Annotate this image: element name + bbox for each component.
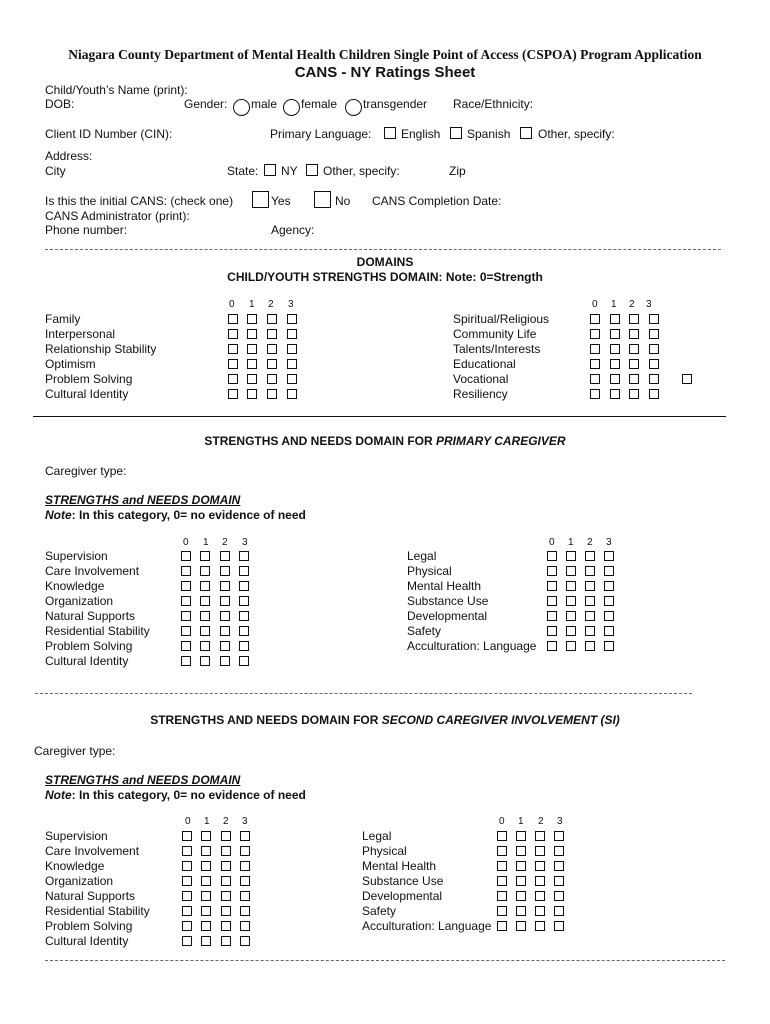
second-left-rating-checkbox[interactable] bbox=[240, 876, 250, 886]
strengths-left-rating-checkbox[interactable] bbox=[228, 389, 238, 399]
second-right-item-label: Mental Health bbox=[362, 859, 437, 873]
primary-left-rating-checkbox[interactable] bbox=[220, 611, 230, 621]
strengths-right-rating-checkbox[interactable] bbox=[610, 329, 620, 339]
second-right-rating-checkbox[interactable] bbox=[535, 831, 545, 841]
primary-right-rating-checkbox[interactable] bbox=[566, 566, 576, 576]
gender-male-radio[interactable] bbox=[233, 99, 250, 116]
second-right-rating-checkbox[interactable] bbox=[497, 906, 507, 916]
primary-right-rating-checkbox[interactable] bbox=[585, 641, 595, 651]
second-right-rating-checkbox[interactable] bbox=[516, 906, 526, 916]
strengths-right-item-label: Resiliency bbox=[453, 387, 508, 401]
second-right-rating-checkbox[interactable] bbox=[535, 846, 545, 856]
zip-label: Zip bbox=[449, 164, 466, 178]
second-note-rest: : In this category, 0= no evidence of need bbox=[71, 788, 306, 802]
second-right-rating-checkbox[interactable] bbox=[497, 831, 507, 841]
strengths-left-rating-checkbox[interactable] bbox=[228, 359, 238, 369]
strengths-left-rating-checkbox[interactable] bbox=[247, 329, 257, 339]
second-right-rating-checkbox[interactable] bbox=[516, 831, 526, 841]
strengths-right-rating-checkbox[interactable] bbox=[629, 344, 639, 354]
second-left-item-label: Problem Solving bbox=[45, 919, 133, 933]
strengths-left-item-label: Cultural Identity bbox=[45, 387, 129, 401]
strengths-right-item-label: Talents/Interests bbox=[453, 342, 541, 356]
primary-left-rating-checkbox[interactable] bbox=[181, 611, 191, 621]
second-left-rating-checkbox[interactable] bbox=[201, 846, 211, 856]
second-right-rating-checkbox[interactable] bbox=[516, 891, 526, 901]
primary-left-rating-checkbox[interactable] bbox=[181, 551, 191, 561]
primary-left-rating-checkbox[interactable] bbox=[239, 611, 249, 621]
primary-left-scale-label: 1 bbox=[203, 537, 209, 548]
second-right-rating-checkbox[interactable] bbox=[535, 861, 545, 871]
strengths-left-rating-checkbox[interactable] bbox=[267, 314, 277, 324]
primary-title-italic: PRIMARY CAREGIVER bbox=[435, 434, 566, 448]
strengths-left-rating-checkbox[interactable] bbox=[287, 359, 297, 369]
second-left-item-label: Organization bbox=[45, 874, 114, 888]
primary-right-rating-checkbox[interactable] bbox=[585, 551, 595, 561]
strengths-left-rating-checkbox[interactable] bbox=[247, 314, 257, 324]
primary-left-item-label: Residential Stability bbox=[45, 624, 150, 638]
primary-language-label: Primary Language: bbox=[270, 127, 372, 141]
second-right-rating-checkbox[interactable] bbox=[535, 891, 545, 901]
primary-left-rating-checkbox[interactable] bbox=[220, 551, 230, 561]
second-right-scale-label: 0 bbox=[499, 816, 505, 827]
primary-left-item-label: Cultural Identity bbox=[45, 654, 129, 668]
state-ny-checkbox[interactable] bbox=[264, 164, 276, 176]
primary-left-rating-checkbox[interactable] bbox=[181, 581, 191, 591]
strengths-right-rating-checkbox[interactable] bbox=[610, 359, 620, 369]
second-left-rating-checkbox[interactable] bbox=[201, 891, 211, 901]
second-left-rating-checkbox[interactable] bbox=[221, 891, 231, 901]
strengths-right-na-checkbox[interactable] bbox=[682, 374, 692, 384]
strengths-right-rating-checkbox[interactable] bbox=[610, 374, 620, 384]
second-sub-title: STRENGTHS and NEEDS DOMAIN bbox=[45, 773, 241, 787]
second-left-rating-checkbox[interactable] bbox=[221, 831, 231, 841]
primary-left-rating-checkbox[interactable] bbox=[239, 581, 249, 591]
primary-right-rating-checkbox[interactable] bbox=[585, 596, 595, 606]
second-right-scale-label: 2 bbox=[538, 816, 544, 827]
initial-yes-checkbox[interactable] bbox=[252, 191, 269, 208]
strengths-left-rating-checkbox[interactable] bbox=[228, 374, 238, 384]
gender-female-radio[interactable] bbox=[283, 99, 300, 116]
primary-note-rest: : In this category, 0= no evidence of need bbox=[71, 508, 306, 522]
second-left-rating-checkbox[interactable] bbox=[240, 921, 250, 931]
strengths-left-scale-label: 1 bbox=[249, 299, 255, 310]
strengths-left-rating-checkbox[interactable] bbox=[267, 374, 277, 384]
primary-left-rating-checkbox[interactable] bbox=[181, 656, 191, 666]
strengths-left-scale-label: 3 bbox=[288, 299, 294, 310]
strengths-left-item-label: Interpersonal bbox=[45, 327, 116, 341]
strengths-right-rating-checkbox[interactable] bbox=[590, 374, 600, 384]
state-ny-label: NY bbox=[281, 164, 298, 178]
primary-right-rating-checkbox[interactable] bbox=[547, 566, 557, 576]
second-right-rating-checkbox[interactable] bbox=[516, 861, 526, 871]
initial-cans-label: Is this the initial CANS: (check one) bbox=[45, 194, 234, 208]
second-right-item-label: Safety bbox=[362, 904, 397, 918]
primary-left-rating-checkbox[interactable] bbox=[200, 566, 210, 576]
primary-right-rating-checkbox[interactable] bbox=[566, 581, 576, 591]
strengths-right-rating-checkbox[interactable] bbox=[610, 389, 620, 399]
second-left-scale-label: 1 bbox=[204, 816, 210, 827]
primary-right-rating-checkbox[interactable] bbox=[604, 611, 614, 621]
primary-left-rating-checkbox[interactable] bbox=[181, 566, 191, 576]
primary-right-rating-checkbox[interactable] bbox=[585, 581, 595, 591]
primary-right-rating-checkbox[interactable] bbox=[566, 626, 576, 636]
primary-right-item-label: Safety bbox=[407, 624, 442, 638]
primary-right-item-label: Mental Health bbox=[407, 579, 482, 593]
second-left-item-label: Natural Supports bbox=[45, 889, 136, 903]
second-left-item-label: Knowledge bbox=[45, 859, 105, 873]
completion-date-label: CANS Completion Date: bbox=[372, 194, 502, 208]
primary-right-rating-checkbox[interactable] bbox=[585, 626, 595, 636]
second-right-item-label: Physical bbox=[362, 844, 407, 858]
primary-left-rating-checkbox[interactable] bbox=[200, 581, 210, 591]
second-right-rating-checkbox[interactable] bbox=[535, 876, 545, 886]
second-right-rating-checkbox[interactable] bbox=[497, 846, 507, 856]
primary-left-scale-label: 0 bbox=[183, 537, 189, 548]
second-left-rating-checkbox[interactable] bbox=[240, 891, 250, 901]
second-left-rating-checkbox[interactable] bbox=[240, 936, 250, 946]
strengths-right-rating-checkbox[interactable] bbox=[590, 329, 600, 339]
second-left-rating-checkbox[interactable] bbox=[221, 846, 231, 856]
strengths-right-scale-label: 3 bbox=[646, 299, 652, 310]
primary-right-rating-checkbox[interactable] bbox=[566, 611, 576, 621]
primary-left-item-label: Organization bbox=[45, 594, 114, 608]
strengths-left-rating-checkbox[interactable] bbox=[247, 359, 257, 369]
strengths-left-rating-checkbox[interactable] bbox=[287, 329, 297, 339]
second-right-rating-checkbox[interactable] bbox=[497, 876, 507, 886]
primary-left-rating-checkbox[interactable] bbox=[220, 581, 230, 591]
strengths-right-item-label: Educational bbox=[453, 357, 516, 371]
second-left-rating-checkbox[interactable] bbox=[182, 891, 192, 901]
primary-right-rating-checkbox[interactable] bbox=[604, 551, 614, 561]
race-label: Race/Ethnicity: bbox=[453, 97, 534, 111]
strengths-right-scale-label: 1 bbox=[611, 299, 617, 310]
primary-left-rating-checkbox[interactable] bbox=[181, 641, 191, 651]
second-right-rating-checkbox[interactable] bbox=[516, 846, 526, 856]
second-right-item-label: Acculturation: Language bbox=[362, 919, 492, 933]
second-title-italic: SECOND CAREGIVER INVOLVEMENT (SI) bbox=[381, 713, 620, 727]
second-right-item-label: Legal bbox=[362, 829, 392, 843]
primary-left-item-label: Natural Supports bbox=[45, 609, 136, 623]
primary-right-rating-checkbox[interactable] bbox=[566, 641, 576, 651]
strengths-left-rating-checkbox[interactable] bbox=[287, 314, 297, 324]
primary-left-item-label: Supervision bbox=[45, 549, 108, 563]
primary-left-rating-checkbox[interactable] bbox=[220, 566, 230, 576]
language-other-label: Other, specify: bbox=[538, 127, 615, 141]
primary-right-scale-label: 2 bbox=[587, 537, 593, 548]
strengths-left-rating-checkbox[interactable] bbox=[228, 329, 238, 339]
strengths-right-item-label: Community Life bbox=[453, 327, 537, 341]
second-right-rating-checkbox[interactable] bbox=[535, 906, 545, 916]
strengths-right-scale-label: 2 bbox=[629, 299, 635, 310]
strengths-right-rating-checkbox[interactable] bbox=[590, 344, 600, 354]
primary-left-rating-checkbox[interactable] bbox=[239, 626, 249, 636]
second-right-rating-checkbox[interactable] bbox=[554, 846, 564, 856]
primary-right-scale-label: 3 bbox=[606, 537, 612, 548]
agency-label: Agency: bbox=[271, 223, 315, 237]
second-left-rating-checkbox[interactable] bbox=[201, 861, 211, 871]
primary-left-rating-checkbox[interactable] bbox=[200, 641, 210, 651]
second-left-rating-checkbox[interactable] bbox=[240, 906, 250, 916]
primary-left-rating-checkbox[interactable] bbox=[239, 641, 249, 651]
primary-left-rating-checkbox[interactable] bbox=[200, 626, 210, 636]
strengths-left-rating-checkbox[interactable] bbox=[228, 344, 238, 354]
primary-left-scale-label: 2 bbox=[222, 537, 228, 548]
second-left-scale-label: 3 bbox=[242, 816, 248, 827]
second-left-rating-checkbox[interactable] bbox=[201, 906, 211, 916]
primary-left-item-label: Care Involvement bbox=[45, 564, 140, 578]
strengths-left-rating-checkbox[interactable] bbox=[247, 374, 257, 384]
address-label: Address: bbox=[45, 149, 93, 163]
primary-left-rating-checkbox[interactable] bbox=[181, 596, 191, 606]
language-spanish-label: Spanish bbox=[467, 127, 511, 141]
second-left-rating-checkbox[interactable] bbox=[182, 906, 192, 916]
primary-left-rating-checkbox[interactable] bbox=[220, 596, 230, 606]
primary-left-rating-checkbox[interactable] bbox=[220, 641, 230, 651]
primary-left-rating-checkbox[interactable] bbox=[239, 656, 249, 666]
second-left-rating-checkbox[interactable] bbox=[201, 831, 211, 841]
child-name-label: Child/Youth’s Name (print): bbox=[45, 83, 188, 97]
second-left-rating-checkbox[interactable] bbox=[201, 876, 211, 886]
initial-no-label: No bbox=[335, 194, 351, 208]
strengths-right-rating-checkbox[interactable] bbox=[590, 389, 600, 399]
primary-right-scale-label: 1 bbox=[568, 537, 574, 548]
second-left-rating-checkbox[interactable] bbox=[182, 921, 192, 931]
second-right-rating-checkbox[interactable] bbox=[554, 921, 564, 931]
primary-note-italic: Note bbox=[45, 508, 72, 522]
dob-label: DOB: bbox=[45, 97, 75, 111]
second-right-item-label: Developmental bbox=[362, 889, 443, 903]
phone-label: Phone number: bbox=[45, 223, 128, 237]
second-right-rating-checkbox[interactable] bbox=[497, 921, 507, 931]
strengths-right-item-label: Vocational bbox=[453, 372, 509, 386]
strengths-right-rating-checkbox[interactable] bbox=[629, 314, 639, 324]
primary-left-scale-label: 3 bbox=[242, 537, 248, 548]
second-left-rating-checkbox[interactable] bbox=[221, 861, 231, 871]
second-right-rating-checkbox[interactable] bbox=[554, 831, 564, 841]
primary-right-rating-checkbox[interactable] bbox=[604, 596, 614, 606]
primary-right-rating-checkbox[interactable] bbox=[547, 626, 557, 636]
strengths-right-rating-checkbox[interactable] bbox=[629, 374, 639, 384]
initial-no-checkbox[interactable] bbox=[314, 191, 331, 208]
strengths-left-rating-checkbox[interactable] bbox=[287, 344, 297, 354]
strengths-right-rating-checkbox[interactable] bbox=[649, 329, 659, 339]
primary-left-rating-checkbox[interactable] bbox=[239, 551, 249, 561]
strengths-right-rating-checkbox[interactable] bbox=[629, 329, 639, 339]
second-right-rating-checkbox[interactable] bbox=[554, 861, 564, 871]
strengths-left-item-label: Relationship Stability bbox=[45, 342, 157, 356]
second-left-scale-label: 2 bbox=[223, 816, 229, 827]
second-left-rating-checkbox[interactable] bbox=[221, 921, 231, 931]
second-caregiver-type-label: Caregiver type: bbox=[34, 744, 116, 758]
second-right-rating-checkbox[interactable] bbox=[554, 876, 564, 886]
strengths-left-scale-label: 0 bbox=[229, 299, 235, 310]
second-right-scale-label: 1 bbox=[518, 816, 524, 827]
strengths-left-rating-checkbox[interactable] bbox=[267, 344, 277, 354]
state-label: State: bbox=[227, 164, 259, 178]
second-right-item-label: Substance Use bbox=[362, 874, 444, 888]
primary-left-rating-checkbox[interactable] bbox=[200, 611, 210, 621]
strengths-right-scale-label: 0 bbox=[592, 299, 598, 310]
primary-right-item-label: Substance Use bbox=[407, 594, 489, 608]
second-left-rating-checkbox[interactable] bbox=[182, 936, 192, 946]
form-title: Niagara County Department of Mental Health Children Single Point of Access (CSPOA) Program Application bbox=[68, 47, 702, 62]
primary-sub-title: STRENGTHS and NEEDS DOMAIN bbox=[45, 493, 241, 507]
strengths-left-scale-label: 2 bbox=[268, 299, 274, 310]
strengths-left-item-label: Problem Solving bbox=[45, 372, 133, 386]
primary-right-item-label: Developmental bbox=[407, 609, 488, 623]
second-left-item-label: Supervision bbox=[45, 829, 108, 843]
primary-right-rating-checkbox[interactable] bbox=[547, 551, 557, 561]
second-note bbox=[45, 788, 306, 802]
primary-left-rating-checkbox[interactable] bbox=[200, 656, 210, 666]
second-left-rating-checkbox[interactable] bbox=[182, 861, 192, 871]
strengths-left-rating-checkbox[interactable] bbox=[247, 344, 257, 354]
primary-right-rating-checkbox[interactable] bbox=[566, 596, 576, 606]
second-right-scale-label: 3 bbox=[557, 816, 563, 827]
primary-left-rating-checkbox[interactable] bbox=[200, 551, 210, 561]
gender-transgender-radio[interactable] bbox=[345, 99, 362, 116]
second-right-rating-checkbox[interactable] bbox=[554, 891, 564, 901]
primary-left-rating-checkbox[interactable] bbox=[200, 596, 210, 606]
second-left-rating-checkbox[interactable] bbox=[221, 936, 231, 946]
initial-yes-label: Yes bbox=[271, 194, 291, 208]
strengths-left-rating-checkbox[interactable] bbox=[247, 389, 257, 399]
second-left-rating-checkbox[interactable] bbox=[201, 921, 211, 931]
primary-title-prefix: STRENGTHS AND NEEDS DOMAIN FOR bbox=[204, 434, 436, 448]
domains-title: DOMAINS bbox=[356, 255, 414, 269]
state-other-label: Other, specify: bbox=[323, 164, 400, 178]
second-left-rating-checkbox[interactable] bbox=[240, 861, 250, 871]
second-section-title bbox=[0, 713, 770, 727]
primary-right-item-label: Legal bbox=[407, 549, 437, 563]
strengths-left-rating-checkbox[interactable] bbox=[267, 329, 277, 339]
primary-right-scale-label: 0 bbox=[549, 537, 555, 548]
second-left-scale-label: 0 bbox=[185, 816, 191, 827]
strengths-right-rating-checkbox[interactable] bbox=[649, 314, 659, 324]
primary-right-rating-checkbox[interactable] bbox=[604, 581, 614, 591]
second-left-item-label: Care Involvement bbox=[45, 844, 140, 858]
strengths-title: CHILD/YOUTH STRENGTHS DOMAIN: Note: 0=Strength bbox=[227, 270, 543, 284]
strengths-right-rating-checkbox[interactable] bbox=[649, 359, 659, 369]
primary-right-item-label: Acculturation: Language bbox=[407, 639, 537, 653]
strengths-left-rating-checkbox[interactable] bbox=[267, 389, 277, 399]
second-title-prefix: STRENGTHS AND NEEDS DOMAIN FOR bbox=[150, 713, 382, 727]
primary-note bbox=[45, 508, 306, 522]
strengths-right-rating-checkbox[interactable] bbox=[590, 314, 600, 324]
primary-left-rating-checkbox[interactable] bbox=[220, 626, 230, 636]
second-left-rating-checkbox[interactable] bbox=[240, 846, 250, 856]
second-right-rating-checkbox[interactable] bbox=[497, 861, 507, 871]
second-right-rating-checkbox[interactable] bbox=[535, 921, 545, 931]
primary-right-rating-checkbox[interactable] bbox=[604, 566, 614, 576]
second-left-rating-checkbox[interactable] bbox=[221, 876, 231, 886]
primary-left-item-label: Knowledge bbox=[45, 579, 105, 593]
primary-right-rating-checkbox[interactable] bbox=[547, 611, 557, 621]
language-spanish-checkbox[interactable] bbox=[450, 127, 462, 139]
form-subtitle: CANS - NY Ratings Sheet bbox=[294, 64, 476, 81]
primary-left-item-label: Problem Solving bbox=[45, 639, 133, 653]
second-left-rating-checkbox[interactable] bbox=[182, 846, 192, 856]
strengths-right-rating-checkbox[interactable] bbox=[610, 314, 620, 324]
second-right-rating-checkbox[interactable] bbox=[554, 906, 564, 916]
strengths-right-rating-checkbox[interactable] bbox=[590, 359, 600, 369]
second-left-rating-checkbox[interactable] bbox=[182, 876, 192, 886]
strengths-right-rating-checkbox[interactable] bbox=[629, 389, 639, 399]
strengths-left-item-label: Family bbox=[45, 312, 81, 326]
strengths-left-rating-checkbox[interactable] bbox=[267, 359, 277, 369]
primary-right-rating-checkbox[interactable] bbox=[604, 626, 614, 636]
primary-right-rating-checkbox[interactable] bbox=[566, 551, 576, 561]
primary-right-rating-checkbox[interactable] bbox=[547, 641, 557, 651]
primary-left-rating-checkbox[interactable] bbox=[239, 566, 249, 576]
strengths-right-item-label: Spiritual/Religious bbox=[453, 312, 550, 326]
primary-right-item-label: Physical bbox=[407, 564, 452, 578]
primary-right-rating-checkbox[interactable] bbox=[585, 566, 595, 576]
second-right-rating-checkbox[interactable] bbox=[497, 891, 507, 901]
strengths-right-rating-checkbox[interactable] bbox=[649, 374, 659, 384]
strengths-left-rating-checkbox[interactable] bbox=[287, 374, 297, 384]
strengths-right-rating-checkbox[interactable] bbox=[629, 359, 639, 369]
divider bbox=[45, 960, 725, 961]
strengths-left-item-label: Optimism bbox=[45, 357, 96, 371]
primary-left-rating-checkbox[interactable] bbox=[181, 626, 191, 636]
language-english-label: English bbox=[401, 127, 441, 141]
city-label: City bbox=[45, 164, 66, 178]
gender-transgender-label: transgender bbox=[363, 97, 428, 111]
second-left-rating-checkbox[interactable] bbox=[221, 906, 231, 916]
primary-caregiver-type-label: Caregiver type: bbox=[45, 464, 127, 478]
strengths-right-rating-checkbox[interactable] bbox=[649, 389, 659, 399]
section-divider bbox=[33, 416, 726, 417]
primary-left-rating-checkbox[interactable] bbox=[239, 596, 249, 606]
gender-female-label: female bbox=[301, 97, 338, 111]
strengths-left-rating-checkbox[interactable] bbox=[228, 314, 238, 324]
divider bbox=[45, 249, 721, 250]
state-other-checkbox[interactable] bbox=[306, 164, 318, 176]
second-left-rating-checkbox[interactable] bbox=[240, 831, 250, 841]
second-right-rating-checkbox[interactable] bbox=[516, 876, 526, 886]
gender-male-label: male bbox=[251, 97, 278, 111]
primary-section-title bbox=[0, 434, 770, 448]
second-left-rating-checkbox[interactable] bbox=[201, 936, 211, 946]
primary-right-rating-checkbox[interactable] bbox=[585, 611, 595, 621]
language-english-checkbox[interactable] bbox=[384, 127, 396, 139]
second-right-rating-checkbox[interactable] bbox=[516, 921, 526, 931]
second-left-item-label: Residential Stability bbox=[45, 904, 150, 918]
primary-right-rating-checkbox[interactable] bbox=[547, 596, 557, 606]
second-note-italic: Note bbox=[45, 788, 72, 802]
primary-right-rating-checkbox[interactable] bbox=[604, 641, 614, 651]
second-left-item-label: Cultural Identity bbox=[45, 934, 129, 948]
gender-label: Gender: bbox=[184, 97, 228, 111]
administrator-label: CANS Administrator (print): bbox=[45, 209, 190, 223]
primary-right-rating-checkbox[interactable] bbox=[547, 581, 557, 591]
language-other-checkbox[interactable] bbox=[520, 127, 532, 139]
cin-label: Client ID Number (CIN): bbox=[45, 127, 173, 141]
second-left-rating-checkbox[interactable] bbox=[182, 831, 192, 841]
strengths-left-rating-checkbox[interactable] bbox=[287, 389, 297, 399]
strengths-right-rating-checkbox[interactable] bbox=[610, 344, 620, 354]
divider bbox=[35, 693, 692, 694]
primary-left-rating-checkbox[interactable] bbox=[220, 656, 230, 666]
strengths-right-rating-checkbox[interactable] bbox=[649, 344, 659, 354]
